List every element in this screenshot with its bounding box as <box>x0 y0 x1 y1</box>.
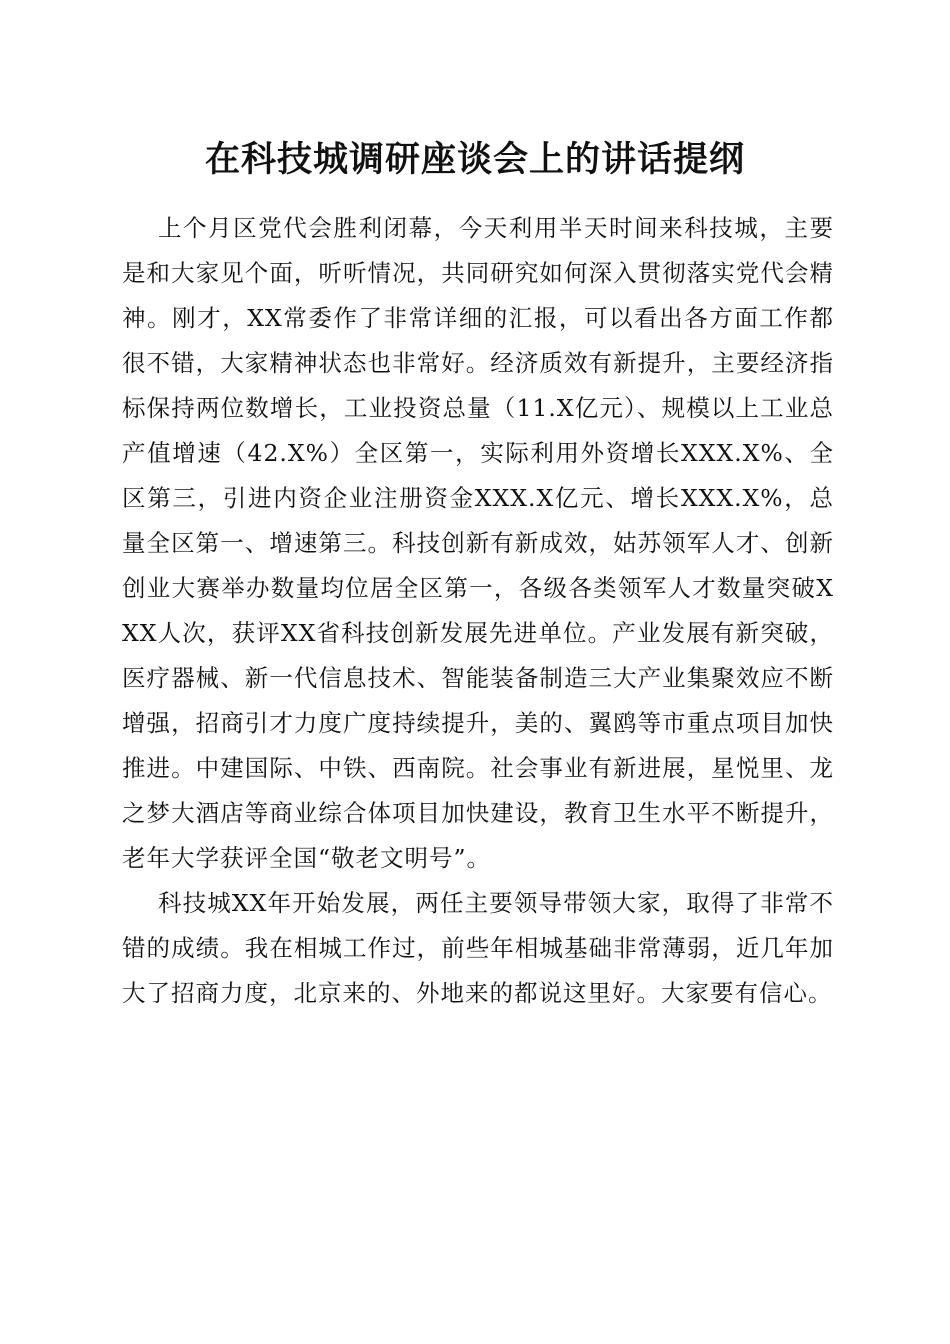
paragraph-1: 上个月区党代会胜利闭幕，今天利用半天时间来科技城，主要是和大家见个面，听听情况，共同研究如何深入贯彻落实党代会精神。刚才，XX常委作了非常详细的汇报，可以看出各方面工作都很不错，大家精神状态也非常好。经济质效有新提升，主要经济指标保持两位数增长，工业投资总量（11.X亿元）、规模以上工业总产值增速（42.X%）全区第一，实际利用外资增长XXX.X%、全区第三，引进内资企业注册资金XXX.X亿元、增长XXX.X%，总量全区第一、增速第三。科技创新有新成效，姑苏领军人才、创新创业大赛举办数量均位居全区第一，各级各类领军人才数量突破XXX人次，获评XX省科技创新发展先进单位。产业发展有新突破，医疗器械、新一代信息技术、智能装备制造三大产业集聚效应不断增强，招商引才力度广度持续提升，美的、翼鸥等市重点项目加快推进。中建国际、中铁、西南院。社会事业有新进展，星悦里、龙之梦大酒店等商业综合体项目加快建设，教育卫生水平不断提升，老年大学获评全国“敬老文明号”。 <box>122 214 834 872</box>
document-body <box>122 206 834 1016</box>
paragraph-2: 科技城XX年开始发展，两任主要领导带领大家，取得了非常不错的成绩。我在相城工作过，前些年相城基础非常薄弱，近几年加大了招商力度，北京来的、外地来的都说这里好。大家要有信心。 <box>122 889 834 1007</box>
document-title: 在科技城调研座谈会上的讲话提纲 <box>204 139 745 180</box>
